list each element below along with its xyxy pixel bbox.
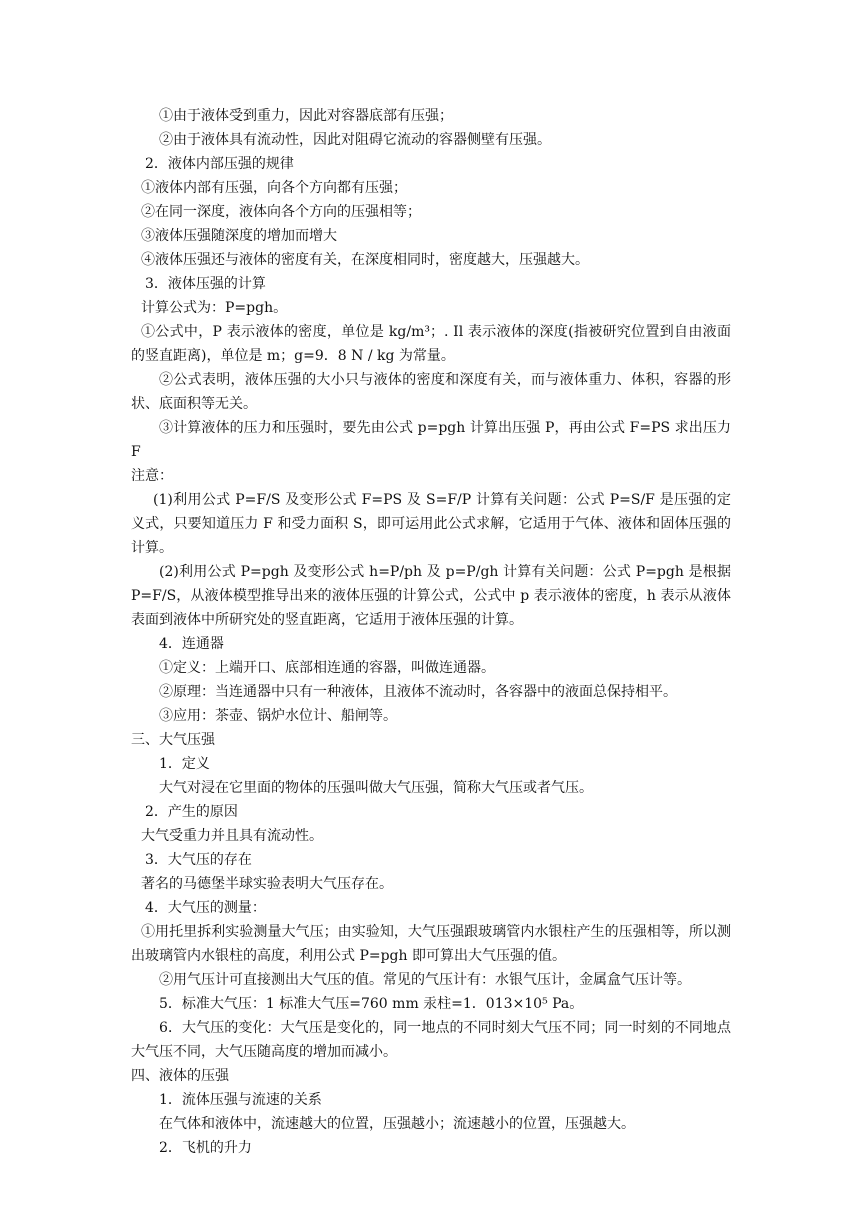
paragraph: 著名的马德堡半球实验表明大气压存在。 bbox=[141, 876, 393, 892]
subsection-heading: 1．定义 bbox=[159, 756, 210, 772]
paragraph: ②用气压计可直接测出大气压的值。常见的气压计有：水银气压计，金属盒气压计等。 bbox=[159, 972, 691, 988]
paragraph: ③计算液体的压力和压强时，要先由公式 p=pgh 计算出压强 P，再由公式 F=PS 求出压力 F bbox=[131, 420, 731, 460]
paragraph: (1)利用公式 P=F/S 及变形公式 F=PS 及 S=F/P 计算有关问题：公式 P=S/F 是压强的定义式，只要知道压力 F 和受力面积 S，即可运用此公式求解，它适用于气体、液体和固体压强的计算。 bbox=[131, 492, 731, 556]
paragraph: ③液体压强随深度的增加而增大 bbox=[141, 228, 337, 244]
paragraph: 计算公式为：P=pgh。 bbox=[141, 300, 288, 316]
paragraph: 6．大气压的变化：大气压是变化的，同一地点的不同时刻大气压不同；同一时刻的不同地点大气压不同，大气压随高度的增加而减小。 bbox=[131, 1020, 731, 1060]
subsection-heading: 3．大气压的存在 bbox=[145, 852, 252, 868]
note-heading: 注意： bbox=[131, 468, 173, 484]
subsection-heading: 4．大气压的测量： bbox=[145, 900, 266, 916]
paragraph: ①液体内部有压强，向各个方向都有压强； bbox=[141, 180, 407, 196]
paragraph: ②由于液体具有流动性，因此对阻碍它流动的容器侧壁有压强。 bbox=[159, 132, 551, 148]
subsection-heading: 3．液体压强的计算 bbox=[145, 276, 266, 292]
paragraph: ①定义：上端开口、底部相连通的容器，叫做连通器。 bbox=[159, 660, 495, 676]
paragraph: ②公式表明，液体压强的大小只与液体的密度和深度有关，而与液体重力、体积，容器的形状、底面积等无关。 bbox=[131, 372, 731, 412]
section-heading: 四、液体的压强 bbox=[131, 1068, 229, 1084]
paragraph: 大气对浸在它里面的物体的压强叫做大气压强，简称大气压或者气压。 bbox=[159, 780, 593, 796]
paragraph: ①用托里拆利实验测量大气压；由实验知，大气压强跟玻璃管内水银柱产生的压强相等，所以测出玻璃管内水银柱的高度，利用公式 P=pgh 即可算出大气压强的值。 bbox=[131, 924, 731, 964]
document-body bbox=[131, 104, 731, 1160]
paragraph: 在气体和液体中，流速越大的位置，压强越小；流速越小的位置，压强越大。 bbox=[159, 1116, 635, 1132]
paragraph: ②在同一深度，液体向各个方向的压强相等； bbox=[141, 204, 421, 220]
subsection-heading: 4．连通器 bbox=[159, 636, 224, 652]
paragraph: ①公式中，P 表示液体的密度，单位是 kg/m³；. Il 表示液体的深度(指被研究位置到自由液面的竖直距离)，单位是 m；g=9．8 N / kg 为常量。 bbox=[131, 324, 731, 364]
subsection-heading: 1．流体压强与流速的关系 bbox=[159, 1092, 322, 1108]
paragraph: ②原理：当连通器中只有一种液体，且液体不流动时，各容器中的液面总保持相平。 bbox=[159, 684, 677, 700]
paragraph: 大气受重力并且具有流动性。 bbox=[141, 828, 323, 844]
paragraph: (2)利用公式 P=pgh 及变形公式 h=P/ph 及 p=P/gh 计算有关问题：公式 P=pgh 是根据P=F/S，从液体模型推导出来的液体压强的计算公式，公式中 p 表示液体的密度，h 表示从液体表面到液体中所研究处的竖直距离，它适用于液体压强的计算。 bbox=[131, 564, 731, 628]
paragraph: ④液体压强还与液体的密度有关，在深度相同时，密度越大，压强越大。 bbox=[141, 252, 589, 268]
paragraph: ③应用：茶壶、锅炉水位计、船闸等。 bbox=[159, 708, 397, 724]
subsection-heading: 2．飞机的升力 bbox=[159, 1140, 252, 1156]
subsection-heading: 2．液体内部压强的规律 bbox=[145, 156, 294, 172]
section-heading: 三、大气压强 bbox=[131, 732, 215, 748]
paragraph: 5．标准大气压：1 标准大气压=760 mm 汞柱=1．013×10⁵ Pa。 bbox=[159, 996, 584, 1012]
paragraph: ①由于液体受到重力，因此对容器底部有压强； bbox=[159, 108, 453, 124]
subsection-heading: 2．产生的原因 bbox=[145, 804, 238, 820]
